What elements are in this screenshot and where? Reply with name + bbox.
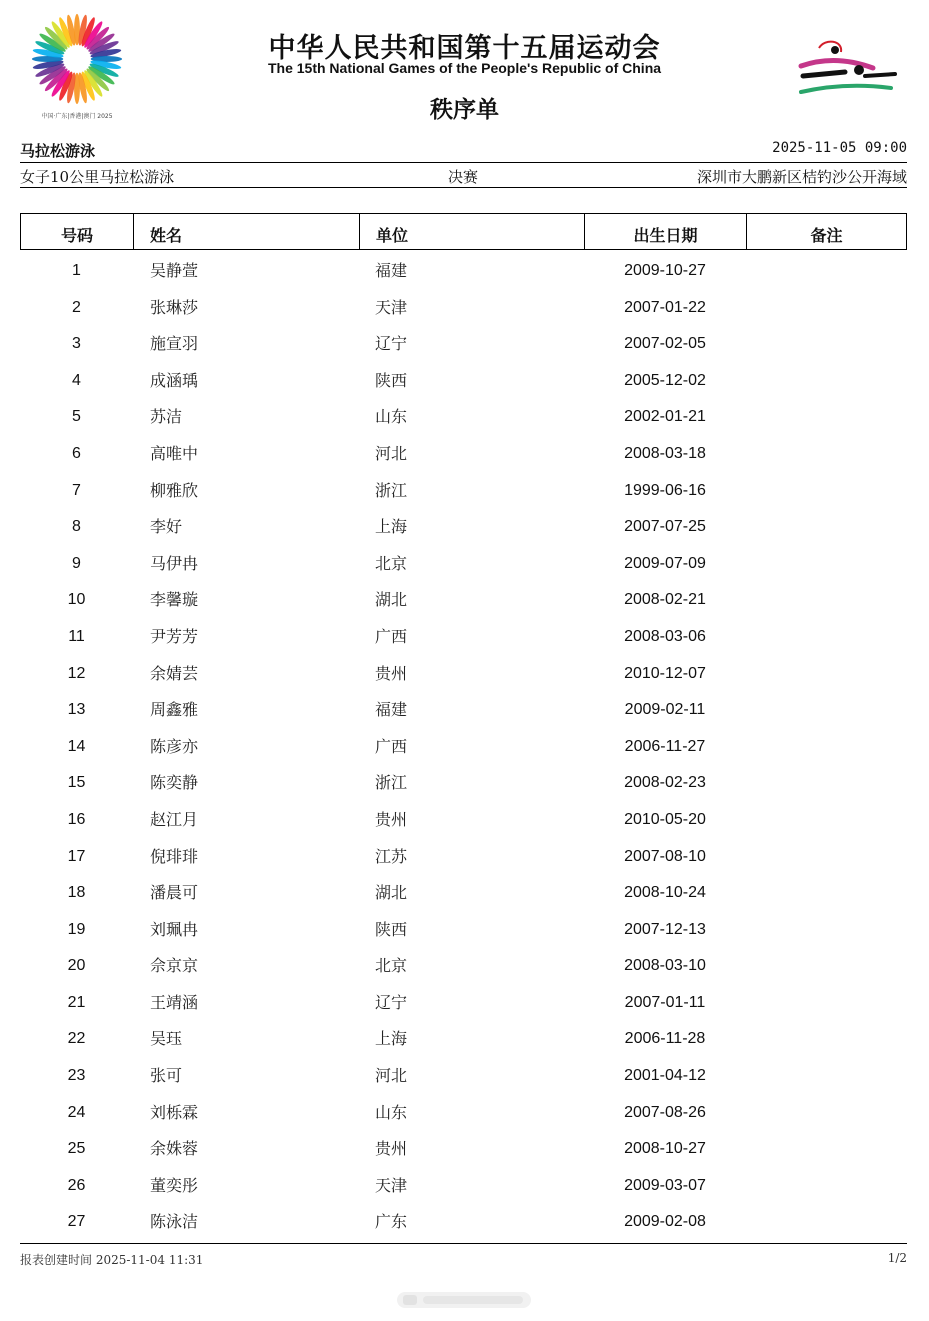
athlete-unit: 山东 — [375, 1102, 408, 1122]
games-title-cn: 中华人民共和国第十五届运动会 — [268, 33, 661, 64]
athlete-name: 倪琲琲 — [150, 846, 199, 866]
athlete-unit: 贵州 — [375, 1139, 408, 1159]
athlete-name: 苏洁 — [150, 407, 183, 427]
athlete-name: 董奕彤 — [150, 1175, 199, 1195]
athlete-number: 13 — [67, 701, 86, 719]
athlete-number: 21 — [67, 993, 86, 1011]
table-row — [20, 436, 907, 473]
divider — [20, 187, 907, 188]
event-name: 女子10公里马拉松游泳 — [20, 168, 175, 186]
logo-caption: 中国·广东|香港|澳门 2025 — [41, 113, 113, 120]
athlete-birthdate: 2001-04-12 — [624, 1067, 706, 1085]
athlete-name: 陈彦亦 — [150, 736, 199, 756]
table-row — [20, 692, 907, 729]
athlete-number: 7 — [72, 481, 81, 499]
table-row — [20, 1058, 907, 1095]
athlete-name: 成涵瑀 — [150, 370, 199, 390]
header-number: 号码 — [21, 214, 134, 249]
watermark-icon — [397, 1288, 531, 1312]
page-number: 1/2 — [887, 1251, 907, 1265]
athlete-unit: 天津 — [375, 1175, 408, 1195]
athlete-name: 李馨璇 — [150, 590, 199, 610]
athlete-birthdate: 2009-10-27 — [624, 262, 706, 279]
athlete-birthdate: 2002-01-21 — [624, 408, 706, 426]
table-row — [20, 290, 907, 327]
header-birthdate: 出生日期 — [585, 214, 747, 249]
table-row — [20, 582, 907, 619]
athlete-name: 张琳莎 — [150, 297, 199, 317]
table-row — [20, 1131, 907, 1168]
table-row — [20, 546, 907, 583]
athlete-birthdate: 2007-08-10 — [624, 847, 706, 865]
report-created: 报表创建时间 2025-11-04 11:31 — [20, 1253, 204, 1267]
athlete-birthdate: 2008-02-21 — [624, 591, 706, 609]
athlete-name: 佘京京 — [150, 956, 199, 976]
athlete-birthdate: 2009-03-07 — [624, 1176, 706, 1194]
athlete-unit: 河北 — [375, 1066, 408, 1086]
table-row — [20, 839, 907, 876]
athlete-name: 马伊冉 — [150, 553, 199, 573]
athlete-unit: 天津 — [375, 297, 408, 317]
athlete-birthdate: 2007-08-26 — [624, 1103, 706, 1121]
table-row — [20, 399, 907, 436]
athlete-unit: 辽宁 — [375, 992, 408, 1012]
athlete-unit: 湖北 — [375, 883, 408, 903]
athlete-birthdate: 2008-03-06 — [624, 627, 706, 645]
athlete-birthdate: 1999-06-16 — [624, 481, 706, 499]
athlete-number: 9 — [72, 554, 81, 572]
table-row — [20, 473, 907, 510]
athlete-unit: 贵州 — [375, 809, 408, 829]
table-header — [20, 213, 907, 250]
athlete-number: 17 — [67, 847, 86, 865]
table-row — [20, 729, 907, 766]
table-row — [20, 1095, 907, 1132]
athlete-unit: 湖北 — [375, 590, 408, 610]
athlete-number: 1 — [72, 262, 81, 279]
athlete-birthdate: 2006-11-27 — [624, 737, 706, 755]
divider — [20, 1243, 907, 1244]
table-row — [20, 1204, 907, 1241]
athlete-unit: 广西 — [375, 736, 408, 756]
athlete-birthdate: 2010-05-20 — [624, 810, 706, 828]
athlete-number: 27 — [67, 1213, 86, 1231]
athlete-birthdate: 2008-10-24 — [624, 884, 706, 902]
table-row — [20, 985, 907, 1022]
athlete-number: 16 — [67, 810, 86, 828]
sport-name: 马拉松游泳 — [20, 142, 96, 160]
athlete-unit: 上海 — [375, 1029, 408, 1049]
athlete-number: 10 — [67, 591, 86, 609]
event-venue: 深圳市大鹏新区桔钓沙公开海域 — [696, 168, 907, 186]
athlete-name: 余婧芸 — [150, 663, 199, 683]
athlete-birthdate: 2007-01-22 — [624, 298, 706, 316]
athlete-name: 张可 — [150, 1066, 183, 1086]
athlete-name: 刘栎霖 — [150, 1102, 199, 1122]
table-row — [20, 619, 907, 656]
athlete-name: 陈泳洁 — [150, 1212, 199, 1232]
athlete-name: 周鑫雅 — [150, 700, 199, 720]
athlete-unit: 福建 — [375, 700, 408, 720]
athlete-birthdate: 2008-03-18 — [624, 444, 706, 462]
start-list-table — [20, 253, 907, 1241]
table-row — [20, 1021, 907, 1058]
athlete-number: 11 — [68, 627, 85, 645]
athlete-name: 余姝蓉 — [150, 1139, 199, 1159]
athlete-unit: 浙江 — [375, 480, 408, 500]
document-title: 秩序单 — [430, 96, 499, 123]
athlete-number: 12 — [67, 664, 86, 682]
table-row — [20, 363, 907, 400]
event-datetime: 2025-11-05 09:00 — [772, 140, 907, 156]
athlete-unit: 陕西 — [375, 919, 408, 939]
athlete-birthdate: 2007-01-11 — [624, 993, 706, 1011]
athlete-number: 14 — [67, 737, 86, 755]
header-remarks: 备注 — [810, 226, 843, 245]
athlete-number: 8 — [72, 518, 81, 536]
table-row — [20, 875, 907, 912]
header-unit: 单位 — [360, 214, 585, 249]
divider — [20, 162, 907, 163]
games-title-en: The 15th National Games of the People's Republic of China — [267, 60, 662, 76]
athlete-birthdate: 2007-12-13 — [624, 920, 706, 938]
athlete-name: 尹芳芳 — [150, 626, 199, 646]
athlete-birthdate: 2008-02-23 — [624, 774, 706, 792]
table-row — [20, 948, 907, 985]
athlete-number: 22 — [67, 1030, 86, 1048]
athlete-name: 陈奕静 — [150, 773, 199, 793]
athlete-birthdate: 2007-07-25 — [624, 518, 706, 536]
athlete-name: 柳雅欣 — [150, 480, 199, 500]
athlete-birthdate: 2009-02-11 — [624, 701, 706, 719]
athlete-unit: 北京 — [375, 956, 408, 976]
athlete-number: 25 — [67, 1140, 86, 1158]
athlete-birthdate: 2008-03-10 — [624, 957, 706, 975]
athlete-birthdate: 2006-11-28 — [624, 1030, 706, 1048]
athlete-name: 刘珮冉 — [150, 919, 199, 939]
athlete-unit: 广西 — [375, 626, 408, 646]
athlete-unit: 辽宁 — [375, 334, 408, 354]
athlete-number: 5 — [72, 408, 81, 426]
table-row — [20, 912, 907, 949]
athlete-number: 2 — [72, 298, 81, 316]
athlete-unit: 上海 — [375, 517, 408, 537]
athlete-birthdate: 2005-12-02 — [624, 371, 706, 389]
header-name: 姓名 — [134, 214, 360, 249]
athlete-number: 24 — [67, 1103, 86, 1121]
athlete-birthdate: 2008-10-27 — [624, 1140, 706, 1158]
athlete-name: 吴珏 — [150, 1029, 183, 1049]
athlete-number: 19 — [67, 920, 86, 938]
athlete-number: 26 — [67, 1176, 86, 1194]
athlete-name: 王靖涵 — [150, 992, 199, 1012]
athlete-number: 15 — [67, 774, 86, 792]
athlete-number: 18 — [67, 884, 86, 902]
athlete-unit: 浙江 — [375, 773, 408, 793]
athlete-birthdate: 2007-02-05 — [624, 335, 706, 353]
athlete-birthdate: 2009-02-08 — [624, 1213, 706, 1231]
athlete-name: 吴静萱 — [150, 261, 199, 280]
athlete-number: 6 — [72, 444, 81, 462]
table-row — [20, 1168, 907, 1205]
table-row — [20, 656, 907, 693]
table-row — [20, 326, 907, 363]
table-row — [20, 802, 907, 839]
table-row — [20, 765, 907, 802]
athlete-name: 施宣羽 — [150, 334, 199, 354]
athlete-name: 潘晨可 — [150, 883, 199, 903]
athlete-unit: 福建 — [375, 261, 408, 280]
athlete-unit: 河北 — [375, 443, 408, 463]
table-row — [20, 253, 907, 290]
athlete-unit: 贵州 — [375, 663, 408, 683]
athlete-birthdate: 2010-12-07 — [624, 664, 706, 682]
athlete-number: 23 — [67, 1067, 86, 1085]
athlete-number: 3 — [72, 335, 81, 353]
table-row — [20, 509, 907, 546]
athlete-name: 高唯中 — [150, 443, 199, 463]
athlete-birthdate: 2009-07-09 — [624, 554, 706, 572]
athlete-unit: 陕西 — [375, 370, 408, 390]
athlete-unit: 江苏 — [375, 846, 408, 866]
athlete-unit: 山东 — [375, 407, 408, 427]
athlete-unit: 北京 — [375, 553, 408, 573]
athlete-name: 李好 — [150, 517, 183, 537]
event-phase: 决赛 — [448, 168, 479, 186]
athlete-number: 4 — [72, 371, 81, 389]
athlete-unit: 广东 — [375, 1212, 408, 1232]
athlete-number: 20 — [67, 957, 86, 975]
athlete-name: 赵江月 — [150, 809, 199, 829]
